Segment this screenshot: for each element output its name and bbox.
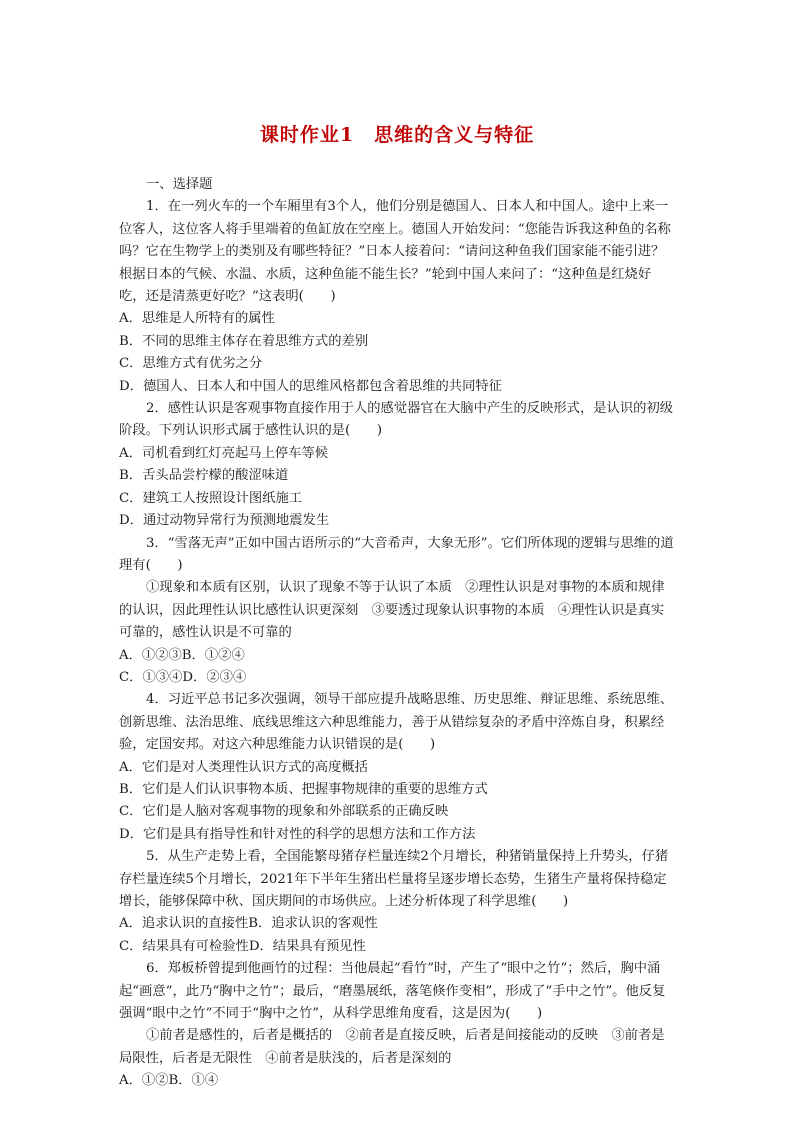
- question-2-option-a: A．司机看到红灯亮起马上停车等候: [119, 445, 329, 461]
- question-4-option-b: B．它们是人们认识事物本质、把握事物规律的重要的思维方式: [119, 781, 488, 797]
- question-1-option-d: D．德国人、日本人和中国人的思维风格都包含着思维的共同特征: [119, 378, 502, 394]
- page-title: 课时作业1 思维的含义与特征: [259, 124, 535, 146]
- question-2-option-c: C．建筑工人按照设计图纸施工: [119, 490, 303, 506]
- question-2-option-b: B．舌头品尝柠檬的酸涩味道: [119, 468, 289, 484]
- question-2-option-d: D．通过动物异常行为预测地震发生: [119, 513, 330, 529]
- question-3-options-cd: C．①③④D．②③④: [119, 669, 247, 685]
- question-4-stem: 4．习近平总书记多次强调，领导干部应提升战略思维、历史思维、辩证思维、系统思维、创新思维、法治思维、底线思维这六种思维能力，善于从错综复杂的矛盾中淬炼自身，积累经验，定国安邦。对这六种思维能力认识错误的是( ): [119, 692, 674, 753]
- question-6-stem: 6．郑板桥曾提到他画竹的过程：当他晨起“看竹”时，产生了“眼中之竹”；然后，胸中涌起“画意”，此乃“胸中之竹”；最后，“磨墨展纸，落笔倏作变相”，形成了“手中之竹”。他反复强调“眼中之竹”不同于“胸中之竹”，从科学思维角度看，这是因为( ): [119, 961, 666, 1022]
- question-list: [119, 174, 676, 1093]
- question-6-statements: ①前者是感性的，后者是概括的 ②前者是直接反映，后者是间接能动的反映 ③前者是局限性，后者是无限性 ④前者是肤浅的，后者是深刻的: [119, 1028, 665, 1066]
- question-1-option-c: C．思维方式有优劣之分: [119, 356, 263, 372]
- question-4-option-c: C．它们是人脑对客观事物的现象和外部联系的正确反映: [119, 804, 449, 820]
- question-1-stem: 1．在一列火车的一个车厢里有3个人，他们分别是德国人、日本人和中国人。途中上来一位客人，这位客人将手里端着的鱼缸放在空座上。德国人开始发问：“您能告诉我这种鱼的名称吗？它在生物学上的类别及有哪些特征？”日本人接着问：“请问这种鱼我们国家能不能引进？根据日本的气候、水温、水质，这种鱼能不能生长？”轮到中国人来问了：“这种鱼是红烧好吃，还是清蒸更好吃？”这表明( ): [119, 199, 671, 305]
- question-3-options-ab: A．①②③B．①②④: [119, 647, 245, 663]
- section-heading: 一、选择题: [146, 177, 213, 192]
- question-2-stem: 2．感性认识是客观事物直接作用于人的感觉器官在大脑中产生的反映形式，是认识的初级阶段。下列认识形式属于感性认识的是( ): [119, 401, 674, 439]
- question-1-option-a: A．思维是人所特有的属性: [119, 311, 275, 327]
- question-6-options-ab: A．①②B．①④: [119, 1073, 219, 1089]
- question-5-options-cd: C．结果具有可检验性D．结果具有预见性: [119, 938, 366, 954]
- question-1-option-b: B．不同的思维主体存在着思维方式的差别: [119, 333, 369, 349]
- question-3-stem: 3．“雪落无声”正如中国古语所示的“大音希声，大象无形”。它们所体现的逻辑与思维的道理有( ): [119, 535, 674, 573]
- question-4-option-a: A．它们是对人类理性认识方式的高度概括: [119, 759, 368, 775]
- question-5-options-ab: A．追求认识的直接性B．追求认识的客观性: [119, 916, 378, 932]
- question-4-option-d: D．它们是具有指导性和针对性的科学的思想方法和工作方法: [119, 826, 476, 842]
- question-3-statements: ①现象和本质有区别，认识了现象不等于认识了本质 ②理性认识是对事物的本质和规律的认识，因此理性认识比感性认识更深刻 ③要透过现象认识事物的本质 ④理性认识是真实可靠的，感性认识是不可靠的: [119, 580, 665, 641]
- question-5-stem: 5．从生产走势上看，全国能繁母猪存栏量连续2个月增长，种猪销量保持上升势头，仔猪存栏量连续5个月增长，2021年下半年生猪出栏量将呈逐步增长态势，生猪生产量将保持稳定增长，能够保障中秋、国庆期间的市场供应。上述分析体现了科学思维( ): [119, 849, 669, 909]
